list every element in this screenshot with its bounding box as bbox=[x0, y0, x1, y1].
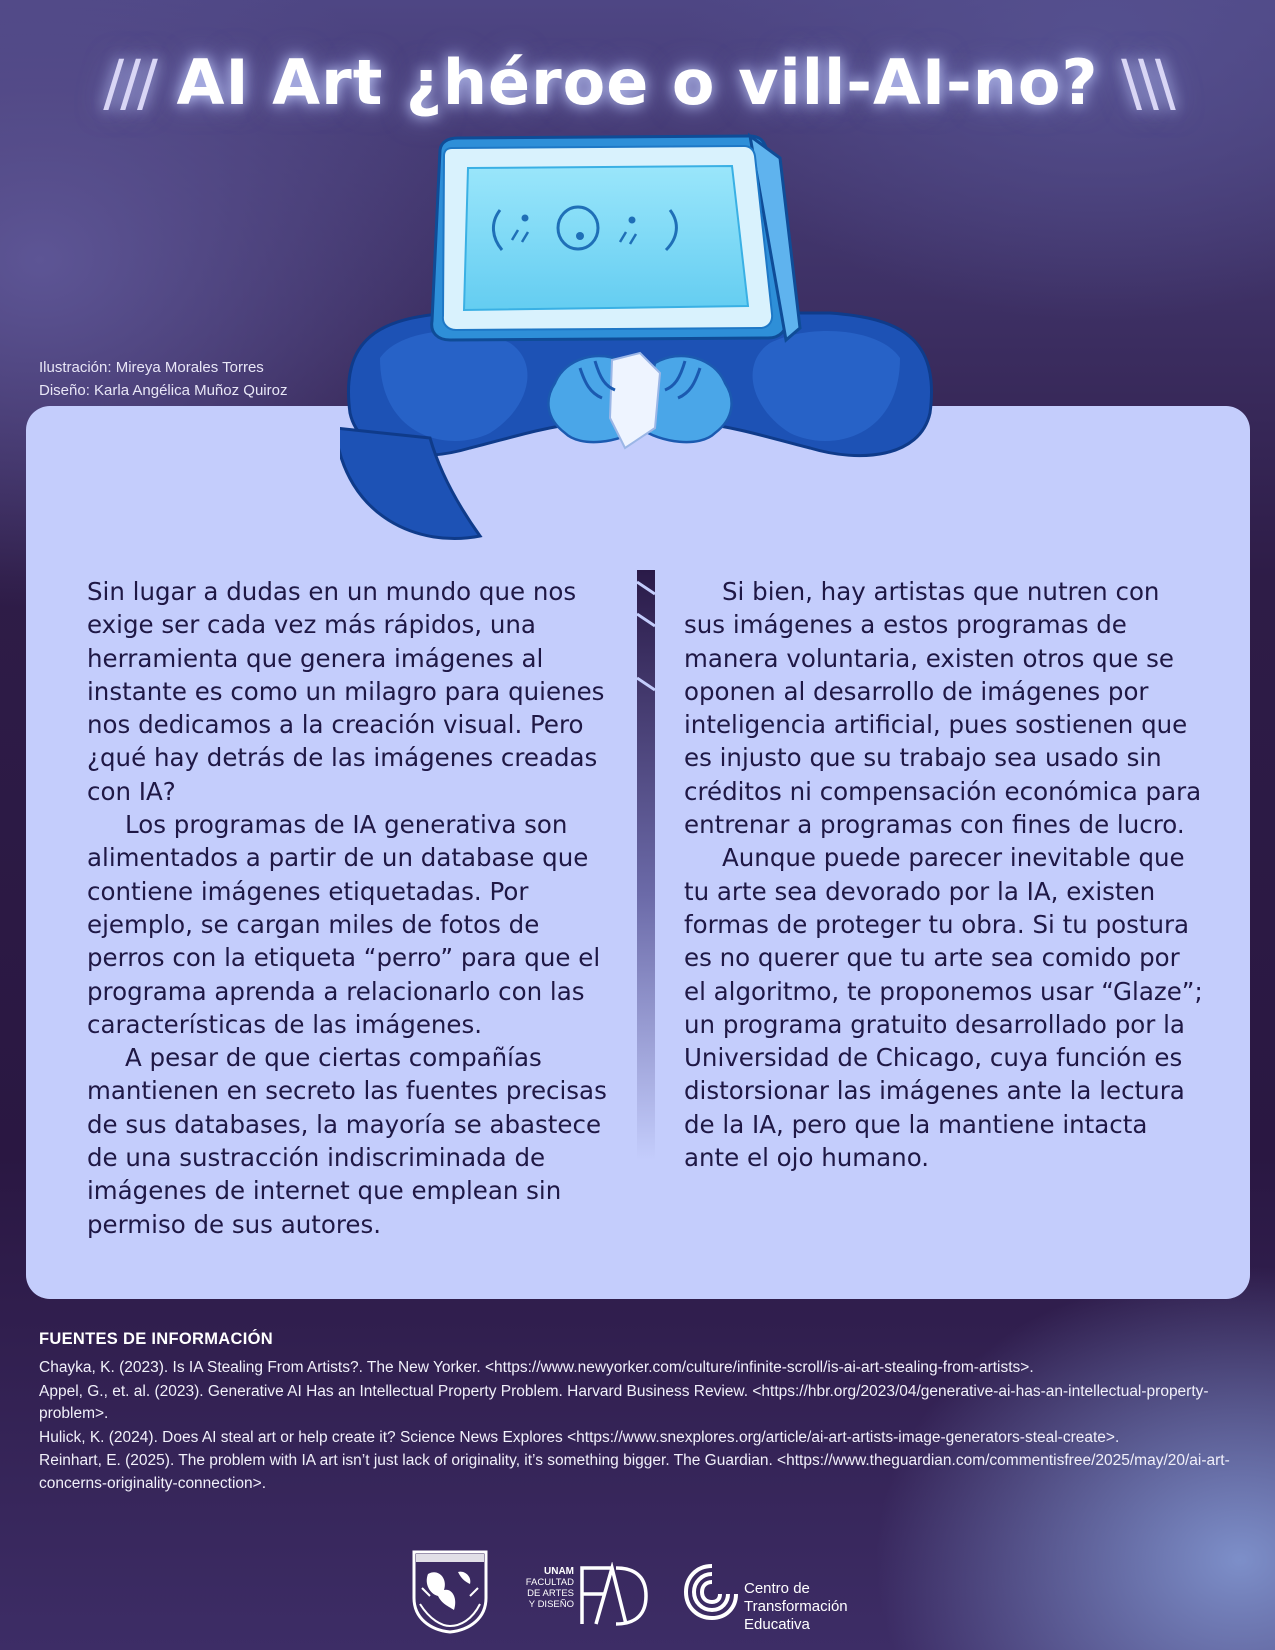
paragraph: Sin lugar a dudas en un mundo que nos exige ser cada vez más rápidos, una herramienta que genera imágenes al instante es como un milagro para quienes nos dedicamos a la creación visual. Pero ¿qué hay detrás de las imágenes creadas con IA? bbox=[87, 577, 605, 806]
poster-title bbox=[0, 46, 1275, 119]
paragraph: A pesar de que ciertas compañías mantienen en secreto las fuentes precisas de sus databases, la mayoría se abastece de una sustracción indiscriminada de imágenes de internet que emplean sin permiso de sus autores. bbox=[87, 1043, 607, 1239]
fad-line: Y DISEÑO bbox=[528, 1599, 574, 1610]
monitor-character-illustration bbox=[340, 128, 940, 568]
fad-logo bbox=[522, 1566, 574, 1610]
fad-unam-label: UNAM bbox=[544, 1566, 574, 1577]
cte-logo bbox=[682, 1560, 882, 1633]
cte-line: Centro de bbox=[744, 1580, 810, 1597]
design-credit: Diseño: Karla Angélica Muñoz Quiroz bbox=[39, 382, 288, 399]
source-item: Appel, G., et. al. (2023). Generative AI Has an Intellectual Property Problem. Harvard Business Review. <https://hbr.org/2023/04/generative-ai-has-an-intellectual-property-problem>. bbox=[39, 1382, 1209, 1422]
paragraph: Si bien, hay artistas que nutren con sus imágenes a estos programas de manera voluntaria, existen otros que se oponen al desarrollo de imágenes por inteligencia artificial, pues sostienen que es injusto que su trabajo sea usado sin créditos ni compensación económica para entrenar a programas con fines de lucro. bbox=[684, 577, 1202, 840]
credits bbox=[39, 356, 287, 402]
article-column-right bbox=[684, 575, 1204, 1174]
fad-line: FACULTAD bbox=[525, 1577, 574, 1588]
illustration-credit: Ilustración: Mireya Morales Torres bbox=[39, 359, 264, 376]
cte-text bbox=[744, 1580, 848, 1634]
column-divider bbox=[637, 570, 655, 1160]
unam-seal-logo bbox=[408, 1548, 492, 1634]
title-text: AI Art ¿héroe o vill-AI-no? bbox=[176, 46, 1099, 119]
fad-mark-icon bbox=[576, 1562, 648, 1626]
fad-line: DE ARTES bbox=[527, 1588, 574, 1599]
article-column-left bbox=[87, 575, 607, 1241]
paragraph: Los programas de IA generativa son alimentados a partir de un database que contiene imágenes etiquetadas. Por ejemplo, se cargan miles de fotos de perros con la etiqueta “perro” para que el programa aprenda a relacionarlo con las características de las imágenes. bbox=[87, 810, 601, 1039]
cte-line: Educativa bbox=[744, 1616, 810, 1633]
title-slashes-right: \\\ bbox=[1121, 46, 1172, 119]
logos-footer bbox=[0, 1548, 1275, 1638]
source-item: Chayka, K. (2023). Is IA Stealing From Artists?. The New Yorker. <https://www.newyorker.com/culture/infinite-scroll/is-ai-art-stealing-from-artists>. bbox=[39, 1359, 1034, 1376]
paragraph: Aunque puede parecer inevitable que tu arte sea devorado por la IA, existen formas de proteger tu obra. Si tu postura es no querer que tu arte sea comido por el algoritmo, te proponemos usar “Glaze”; un programa gratuito desarrollado por la Universidad de Chicago, cuya función es distorsionar las imágenes ante la lectura de la IA, pero que la mantiene intacta ante el ojo humano. bbox=[684, 843, 1203, 1173]
source-item: Hulick, K. (2024). Does AI steal art or help create it? Science News Explores <https://www.snexplores.org/article/ai-art-artists-image-generators-steal-create>. bbox=[39, 1428, 1120, 1446]
source-item: Reinhart, E. (2025). The problem with IA art isn’t just lack of originality, it’s something bigger. The Guardian. <https://www.theguardian.com/commentisfree/2025/may/20/ai-art-concerns-originality-connection>. bbox=[39, 1452, 1230, 1492]
title-slashes-left: /// bbox=[103, 46, 154, 119]
cte-line: Transformación bbox=[744, 1598, 848, 1615]
sources-heading: FUENTES DE INFORMACIÓN bbox=[39, 1330, 273, 1348]
sources-section bbox=[39, 1330, 1239, 1496]
cte-spiral-icon bbox=[682, 1560, 740, 1624]
